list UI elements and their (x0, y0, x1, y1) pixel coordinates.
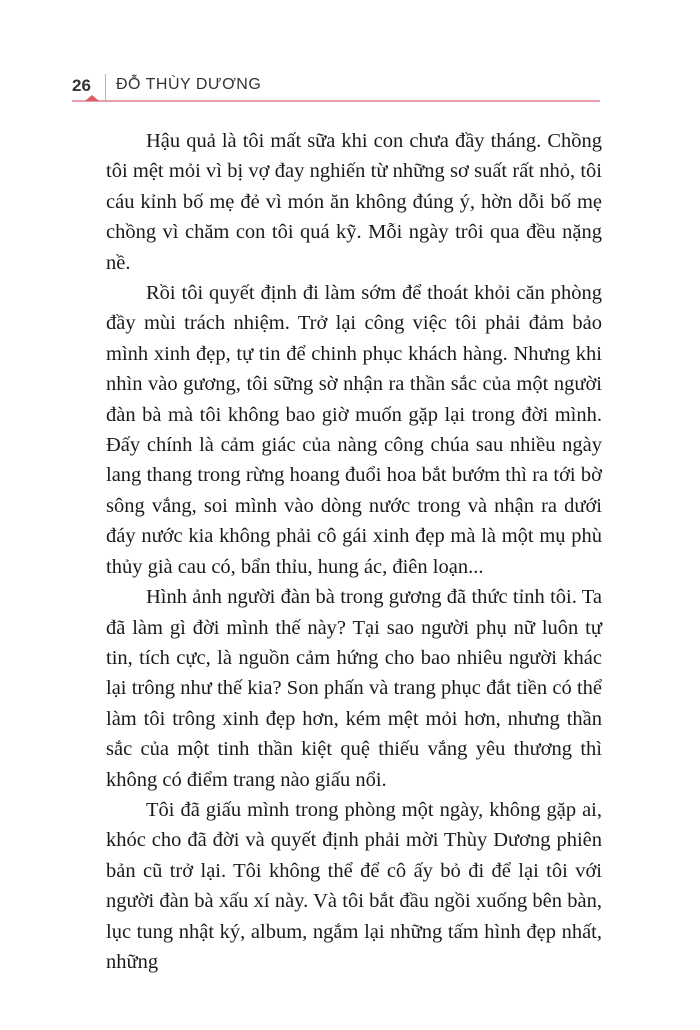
header-rule (72, 100, 600, 102)
running-header (72, 74, 600, 104)
paragraph: Rồi tôi quyết định đi làm sớm để thoát khỏi căn phòng đầy mùi trách nhiệm. Trở lại công việc tôi phải đảm bảo mình xinh đẹp, tự tin để chinh phục khách hàng. Nhưng khi nhìn vào gương, tôi sững sờ nhận ra thần sắc của một người đàn bà mà tôi không bao giờ muốn gặp lại trong đời mình. Đấy chính là cảm giác của nàng công chúa sau nhiều ngày lang thang trong rừng hoang đuổi hoa bắt bướm thì ra tới bờ sông vắng, soi mình vào dòng nước trong và nhận ra dưới đáy nước kia không phải cô gái xinh đẹp mà là một mụ phù thủy già cau có, bẩn thỉu, hung ác, điên loạn... (106, 282, 602, 578)
page-number: 26 (72, 76, 91, 95)
paragraph: Hậu quả là tôi mất sữa khi con chưa đầy tháng. Chồng tôi mệt mỏi vì bị vợ đay nghiến từ những sơ suất rất nhỏ, tôi cáu kỉnh bố mẹ đẻ vì món ăn không đúng ý, hờn dỗi bố mẹ chồng vì chăm con tôi quá kỹ. Mỗi ngày trôi qua đều nặng nề. (106, 130, 602, 274)
running-head-author: ĐỖ THÙY DƯƠNG (116, 76, 262, 93)
paragraph: Hình ảnh người đàn bà trong gương đã thức tỉnh tôi. Ta đã làm gì đời mình thế này? Tại sao người phụ nữ luôn tự tin, tích cực, là nguồn cảm hứng cho bao nhiêu người khác lại trông như thế kia? Son phấn và trang phục đắt tiền có thể làm tôi trông xinh đẹp hơn, kém mệt mỏi hơn, nhưng thần sắc của một tinh thần kiệt quệ thiếu vắng yêu thương thì không có điểm trang nào giấu nổi. (106, 586, 602, 791)
paragraph: Tôi đã giấu mình trong phòng một ngày, không gặp ai, khóc cho đã đời và quyết định phải mời Thùy Dương phiên bản cũ trở lại. Tôi không thể để cô ấy bỏ đi để lại tôi với người đàn bà xấu xí này. Và tôi bắt đầu ngồi xuống bên bàn, lục tung nhật ký, album, ngắm lại những tấm hình đẹp nhất, những (106, 798, 602, 973)
header-divider (105, 74, 106, 100)
body-text (106, 126, 602, 977)
header-marker-icon (85, 95, 99, 101)
